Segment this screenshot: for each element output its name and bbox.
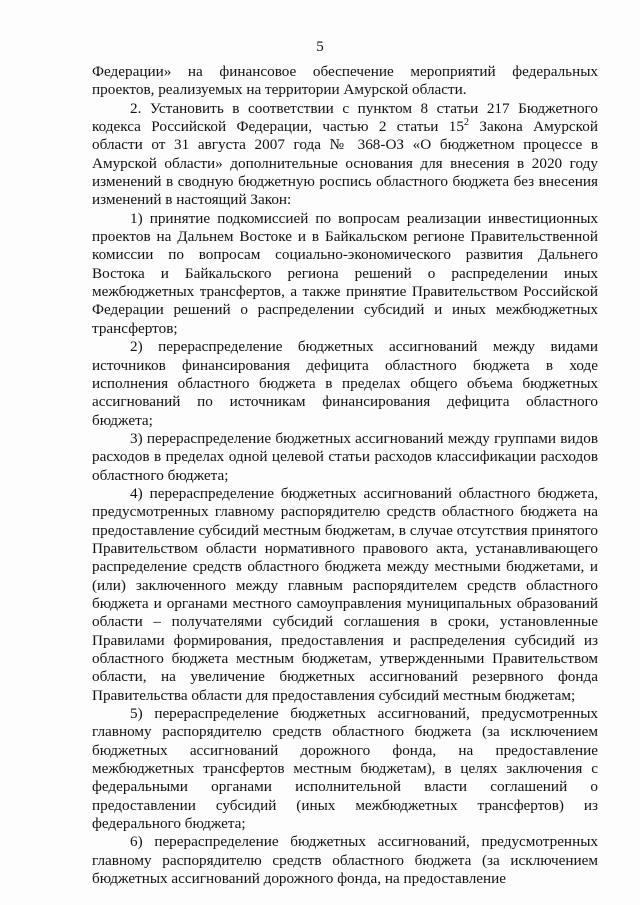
text-line: расходов в пределах одной целевой статьи расходов классификации расходов bbox=[92, 448, 598, 466]
text-line: распределение средств областного бюджета между местными бюджетами, и bbox=[92, 558, 598, 576]
text-line: области от 31 августа 2007 года № 368-ОЗ «О бюджетном процессе в bbox=[92, 136, 598, 154]
paragraph bbox=[92, 705, 598, 833]
text-line: трансфертов; bbox=[92, 319, 178, 337]
text-line: изменений в настоящий Закон: bbox=[92, 191, 292, 209]
text-line-part: кодекса Российской Федерации, частью 2 статьи 15 bbox=[92, 118, 464, 136]
text-line: главному распорядителю средств областного бюджета (за исключением bbox=[92, 851, 598, 869]
text-line: 1) принятие подкомиссией по вопросам реализации инвестиционных bbox=[130, 209, 598, 227]
text-line: предусмотренных главному распорядителю средств областного бюджета на bbox=[92, 503, 598, 521]
paragraph bbox=[92, 210, 598, 338]
text-line: 2) перераспределение бюджетных ассигнований между видами bbox=[130, 338, 598, 356]
text-line: областного бюджета; bbox=[92, 466, 229, 484]
text-line: исполнения областного бюджета в пределах общего объема бюджетных bbox=[92, 374, 598, 392]
text-line: 4) перераспределение бюджетных ассигнований областного бюджета, bbox=[130, 484, 598, 502]
text-line: Востока и Байкальского региона решений о распределении иных bbox=[92, 264, 598, 282]
text-line: 6) перераспределение бюджетных ассигнований, предусмотренных bbox=[130, 833, 598, 851]
text-line: бюджетных ассигнований дорожного фонда, на предоставление bbox=[92, 741, 598, 759]
page-number: 5 bbox=[316, 39, 324, 55]
text-line-part: Закона Амурской bbox=[468, 118, 598, 136]
text-line: главному распорядителю средств областного бюджета (за исключением bbox=[92, 723, 598, 741]
text-line: межбюджетных трансфертов, а также принятие Правительством Российской bbox=[92, 283, 598, 301]
paragraph bbox=[92, 63, 598, 100]
superscript: 2 bbox=[463, 117, 469, 129]
text-line: ассигнований по источникам финансирования дефицита областного bbox=[92, 393, 598, 411]
paragraph bbox=[92, 833, 598, 888]
paragraph bbox=[92, 430, 598, 485]
text-line: предоставление субсидий местным бюджетам, в случае отсутствия принятого bbox=[92, 521, 598, 539]
text-line bbox=[92, 118, 598, 136]
text-line: 2. Установить в соответствии с пунктом 8 статьи 217 Бюджетного bbox=[130, 99, 598, 117]
text-line: проектов на Дальнем Востоке и в Байкальском регионе Правительственной bbox=[92, 228, 598, 246]
text-line: областного бюджета местным бюджетам, утвержденными Правительством bbox=[92, 650, 598, 667]
text-line: (или) заключенного между главным распорядителем средств областного bbox=[92, 576, 598, 594]
text-line: области – получателями субсидий соглашения в сроки, установленные bbox=[92, 613, 598, 631]
text-line: Правительством области нормативного правового акта, устанавливающего bbox=[92, 539, 598, 557]
text-line: Амурской области» дополнительные основания для внесения в 2020 году bbox=[92, 154, 598, 172]
paragraph bbox=[92, 485, 598, 705]
text-line: Правительства области для предоставления субсидий местным бюджетам; bbox=[92, 686, 576, 704]
text-line: Федерации решений о распределении субсидий и иных межбюджетных bbox=[92, 301, 598, 319]
text-line: межбюджетных трансфертов местным бюджетам), в целях заключения с bbox=[92, 760, 598, 778]
text-line: предоставлении субсидий (иных межбюджетных трансфертов) из bbox=[92, 796, 598, 814]
paragraph bbox=[92, 100, 598, 210]
text-line: бюджета; bbox=[92, 411, 153, 429]
paragraph bbox=[92, 338, 598, 430]
text-line: проектов, реализуемых на территории Амурской области. bbox=[92, 81, 467, 99]
text-line: источников финансирования дефицита областного бюджета в ходе bbox=[92, 356, 598, 374]
text-line: 5) перераспределение бюджетных ассигнований, предусмотренных bbox=[130, 705, 598, 723]
text-line: изменений в сводную бюджетную роспись областного бюджета без внесения bbox=[92, 173, 598, 191]
text-line: бюджета и органами местного самоуправления муниципальных образований bbox=[92, 594, 598, 612]
text-line: Правилами формирования, предоставления и распределения субсидий из bbox=[92, 631, 598, 649]
document-body bbox=[92, 63, 598, 888]
text-line: 3) перераспределение бюджетных ассигнований между группами видов bbox=[130, 429, 598, 447]
text-line: федерального бюджета; bbox=[92, 815, 246, 833]
text-line: Федерации» на финансовое обеспечение мероприятий федеральных bbox=[92, 63, 598, 80]
text-line: бюджетных ассигнований дорожного фонда, на предоставление bbox=[92, 870, 507, 888]
text-line: комиссии по вопросам социально-экономического развития Дальнего bbox=[92, 246, 598, 264]
text-line: федеральными органами исполнительной власти соглашений о bbox=[92, 778, 598, 796]
text-line: области, на увеличение бюджетных ассигнований резервного фонда bbox=[92, 668, 598, 686]
